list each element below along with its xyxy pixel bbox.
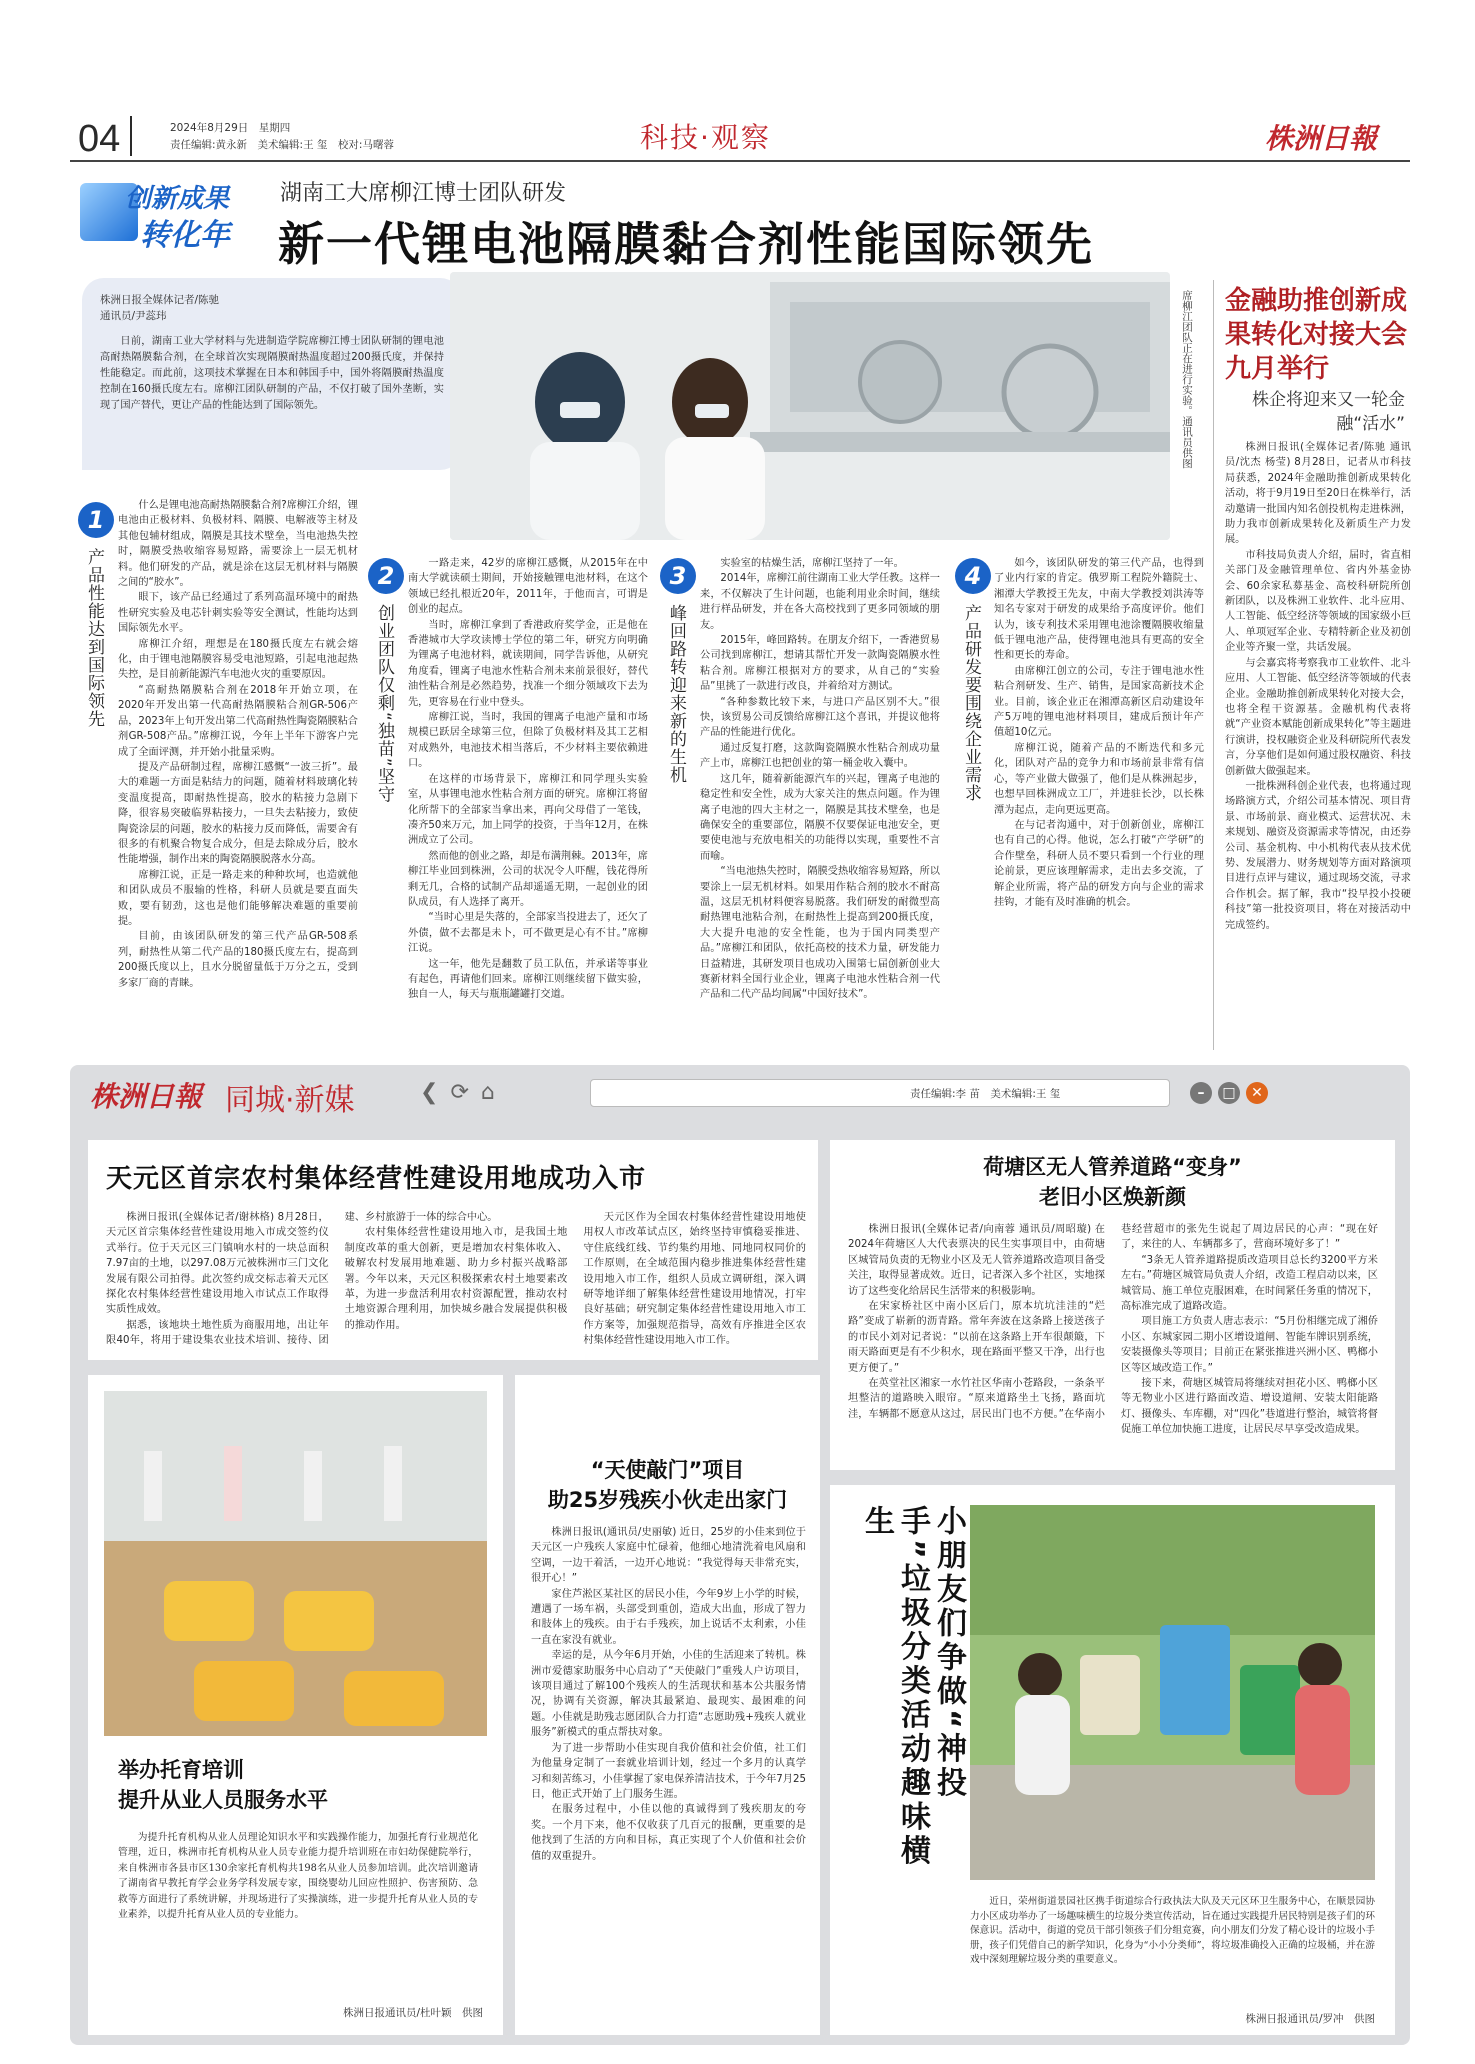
body-para: 在与记者沟通中，对于创新创业，席柳江也有自己的心得。他说，怎么打破“产学研”的合作壁垒，科研人员不要只看到一个行业的理论前景，更应该理解需求，走出去多交流，了解企业所需，将产品的研发方向与企业的需求挂钩，才能有及时准确的机会。: [994, 819, 1204, 908]
story-body: 近日，荣州街道景园社区携手街道综合行政执法大队及天元区环卫生服务中心，在顺景园协力小区成功举办了一场趣味横生的垃圾分类宣传活动，旨在通过实践提升居民特别是孩子们的环保意识。活动中，街道的党员干部引领孩子们分组竞赛，向小朋友们分发了精心设计的垃圾小手册，孩子们凭借自己的新学知识，化身为“小小分类师”，将垃圾准确投入正确的垃圾桶，并在游戏中深刻理解垃圾分类的重要意义。: [970, 1896, 1375, 1966]
story-title-line: 提升从业人员服务水平: [118, 1788, 328, 1812]
training-photo: [104, 1391, 487, 1736]
body-para: 农村集体经营性建设用地入市，是我国土地制度改革的重大创新，更是增加农村集体收入、破解农村发展用地难题、助力乡村振兴战略部署。今年以来，天元区积极探索农村土地要素改革，为进一步盘活利用农村资源配置，推动农村土地资源合理利用，加快城乡融合发展提供积极的推动作用。: [344, 1227, 568, 1331]
body-para: 目前，由该团队研发的第三代产品GR-508系列，耐热性从第二代产品的180摄氏度左右，提高到200摄氏度以上，且水分脱留量低于万分之五，受到多家厂商的青睐。: [118, 931, 358, 989]
body-para: 席柳江介绍，理想是在180摄氏度左右就会熔化，由于锂电池隔膜容易受电池短路，引起电池起热失控，是目前新能源汽车电池火灾的重要原因。: [118, 638, 358, 681]
right-col-subtitle: 株企将迎来又一轮金融“活水”: [1252, 390, 1405, 434]
story-card: [88, 1375, 503, 2035]
story-title: [515, 1455, 820, 1515]
body-para: 在宋家桥社区中南小区后门，原本坑坑洼洼的“烂路”变成了崭新的沥青路。常年奔波在这条路上接送孩子的市民小刘对记者说：“以前在这条路上开车很颠簸，下雨天路面更是有不少积水，现在路面平整又干净，出行也更方便了。”: [848, 1301, 1105, 1374]
body-para: 在这样的市场背景下，席柳江和同学理头实验室，从事锂电池水性粘合剂方面的研究。席柳江将留化所帮下的全部家当拿出来，再向父母借了一笔钱，凑齐50来万元，加上同学的投资，于当年12月，在株洲成立了公司。: [408, 773, 648, 847]
body-para: 株洲日报讯(全媒体记者/谢林格) 8月28日，天元区首宗集体经营性建设用地入市成交签约仪式举行。位于天元区三门镇响水村的一块总面积7.97亩的土地，以297.08万元被株洲市三门文化发展有限公司拍得。此次签约成交标志着天元区探化农村集体经营性建设用地入市试点工作取得实质性成效。: [106, 1212, 329, 1316]
story-title-line: 助25岁残疾小伙走出家门: [547, 1488, 788, 1512]
story-card: [830, 1140, 1395, 1470]
section-number: 2: [368, 558, 404, 594]
photo-credit: 株洲日报通讯员/罗冲 供图: [1245, 2013, 1375, 2025]
body-para: 在服务过程中，小佳以他的真诚得到了残疾朋友的夸奖。一个月下来，他不仅收获了几百元的报酬，更重要的是他找到了生活的方向和目标，真正实现了个人价值和社会价值的双重提升。: [531, 1804, 806, 1862]
section-number: 1: [78, 502, 114, 538]
body-para: 接下来，荷塘区城管局将继续对担花小区、鸭榔小区等无物业小区进行路面改造、增设道闸、安装太阳能路灯、摄像头、车库棚，对“四化”巷道进行整治，城管将督促施工单位加快施工进度，让居民尽早享受改造成果。: [1121, 1378, 1378, 1436]
section-heading: 创业团队仅剩“独苗”坚守: [374, 604, 394, 804]
body-para: “当电池热失控时，隔膜受热收缩容易短路，所以要涂上一层无机材料。如果用作粘合剂的胶水不耐高温，这层无机材料便容易脱落。我们研发的耐微型高耐热锂电池粘合剂，在耐热性上提高到200摄氏度，大大提升电池的安全性能，也为于国内同类型产品。”席柳江和团队，依托高校的技术力量，研发能力日益精进，其研发项目也成功入围第七届创新创业大赛新材料全国行业企业，锂离子电池水性粘合剂一代产品和二代产品均间属“中国好技术”。: [700, 866, 940, 1001]
badge-line-2: 转化年: [140, 218, 230, 253]
story-title: [830, 1152, 1395, 1212]
body-para: “高耐热隔膜粘合剂在2018年开始立项，在2020年开发出第一代高耐热隔膜粘合剂GR-506产品，2023年上旬开发出第二代高耐热性陶瓷隔膜粘合剂GR-508产品。”席柳江说，今年上半年下游客户完成了全面评测，并开始小批量采购。: [118, 684, 358, 758]
body-para: 眼下，该产品已经通过了系列高温环境中的耐热性研究实验及电芯针刺实验等安全测试，性能均达到国际领先水平。: [118, 592, 358, 635]
body-para: 当时，席柳江拿到了香港政府奖学金，正是他在香港城市大学攻读博士学位的第二年，研究方向明确为锂离子电池材料，就读期间，同学告诉他，从研究角度看，锂离子电池水性粘合剂未来前景很好，替代油性粘合剂是必然趋势，找准一个细分领域攻下去为先，更容易在行业中登头。: [408, 619, 648, 708]
column-rule: [1213, 280, 1214, 1050]
story-card: [515, 1375, 820, 2035]
byline: 株洲日报全媒体记者/陈驰 通讯员/尹蕊玮: [100, 294, 220, 322]
body-para: 席柳江说，随着产品的不断迭代和多元化，团队对产品的竞争力和市场前景非常有信心，等产业做大做强了，他们是从株洲起步，也想早回株洲成立工厂，并进驻长沙，以长株潭为起点，走向更远更高。: [994, 742, 1204, 816]
story-title-line: 荷塘区无人管养道路“变身”: [983, 1155, 1242, 1179]
story-card: [88, 1140, 818, 1360]
section-number: 3: [660, 558, 696, 594]
section-title: 科技·观察: [640, 121, 771, 154]
kids-photo-illustration: [970, 1505, 1375, 1880]
lead-box: [82, 278, 462, 470]
kids-photo: [970, 1505, 1375, 1880]
story-body: [531, 1525, 806, 2025]
body-para: 株洲日报讯(全媒体记者/向南蓉 通讯员/周昭璇) 在2024年荷塘区人大代表票决的民生实事项目中，由荷塘区城管局负责的无物业小区及无人管养道路改造项目备受关注，取得显著成效。近日，记者深入多个社区，实地探访了这些变化给居民生活带来的积极影响。: [848, 1224, 1105, 1297]
body-para: 幸运的是，从今年6月开始，小佳的生活迎来了转机。株洲市爱德家助服务中心启动了“天使敲门”重残人户访项目，该项目通过了解100个残疾人的生活现状和基本公共服务情况，协调有关资源，解决其最紧迫、最现实、最困难的问题。小佳就是助残志愿团队合力打造“志愿助残+残疾人就业服务”新模式的重点帮扶对象。: [531, 1650, 806, 1739]
minimize-icon[interactable]: –: [1190, 1082, 1212, 1104]
body-para: 据悉，该地块土地性质为商服用地，出让年限40年，将用于建设集农业技术培训、接待、团建、乡村旅游于一体的综合中心。: [106, 1212, 498, 1347]
story-title-line: “天使敲门”项目: [590, 1458, 745, 1482]
body-para: 通过反复打磨，这款陶瓷隔膜水性粘合剂成功量产上市，席柳江也把创业的第一桶金收入囊中。: [700, 742, 940, 770]
story-title-line: 举办托育培训: [118, 1758, 244, 1782]
section-number: 4: [955, 558, 991, 594]
section-1-body: [118, 498, 358, 1053]
story-body: 为提升托育机构从业人员理论知识水平和实践操作能力，加强托育行业规范化管理，近日，株洲市托育机构从业人员专业能力提升培训班在市妇幼保健院举行，来自株洲市各县市区130余家托育机构共198名从业人员参加培训。此次培训邀请了湖南省早教托育学会业务学科发展专家，围绕婴幼儿回应性照护、伤害预防、急救等方面进行了系统讲解，并现场进行了实操演练，进一步提升托育从业人员的专业素养，以提升托育从业人员的专业能力。: [118, 1832, 478, 1921]
body-para: 株洲日报讯(通讯员/史丽敏) 近日，25岁的小佳来到位于天元区一户残疾人家庭中忙碌着，他细心地清洗着电风扇和空调，一边干着活，一边开心地说：“我觉得每天非常充实，很开心！”: [531, 1527, 806, 1585]
body-para: 2015年，峰回路转。在朋友介绍下，一香港贸易公司找到席柳江，想请其帮忙开发一款陶瓷隔膜水性粘合剂。席柳江根据对方的要求，从自己的“实验品”里挑了一款进行改良，并着给对方测试。: [700, 635, 940, 693]
newspaper-logo: 株洲日報: [1265, 122, 1378, 155]
lower-section-title: 同城·新媒: [225, 1083, 355, 1118]
issue-date: 2024年8月29日 星期四: [170, 122, 291, 134]
story-title: [118, 1755, 328, 1815]
right-col-para: 市科技局负责人介绍，届时，省直相关部门及金融管理单位、省内外基金协会、60余家私募基金、高校科研院所创新团队，以及株洲工业软件、北斗应用、人工智能、低空经济等领域的国家级小巨人、单项冠军企业、专精特新企业及初创企业等齐聚一堂，共话发展。: [1225, 549, 1411, 654]
header-divider: [130, 116, 132, 156]
body-para: 由席柳江创立的公司，专注于锂电池水性粘合剂研发、生产、销售，是国家高新技术企业。目前，该企业正在湘潭高新区启动建设年产5万吨的锂电池材料项目，建成后预计年产值超10亿元。: [994, 665, 1204, 739]
right-col-para: 株洲日报讯(全媒体记者/陈驰 通讯员/沈杰 杨莹) 8月28日，记者从市科技局获悉，2024年金融助推创新成果转化活动，将于9月19日至20日在株举行，活动邀请一批国内知名创投机构走进株洲，助力我市创新成果转化及新质生产力发展。: [1225, 442, 1411, 546]
lab-photo-illustration: [450, 272, 1170, 540]
body-para: 什么是锂电池高耐热隔膜黏合剂?席柳江介绍，锂电池由正极材料、负极材料、隔膜、电解液等主材及其他包辅材组成，隔膜是其技术壁垒，当电池热失控时，隔膜受热收缩容易短路，需要涂上一层无机材料。他们研发的产品，就是涂在这层无机材料与隔膜之间的“胶水”。: [118, 500, 358, 589]
maximize-icon[interactable]: □: [1218, 1082, 1240, 1104]
editors-line: 责任编辑:黄永新 美术编辑:王 玺 校对:马曙蓉: [170, 139, 394, 151]
lower-newspaper-logo: 株洲日報: [90, 1080, 203, 1113]
body-para: 这几年，随着新能源汽车的兴起，锂离子电池的稳定性和安全性，成为大家关注的焦点问题。作为锂离子电池的四大主材之一，隔膜是其技术壁垒，也是确保安全的重要部位，隔膜不仅要保证电池安全，更要使电池与充放电相关的功能得以实现，重要性不言而喻。: [700, 773, 940, 862]
section-heading: 产品研发要围绕企业需求: [961, 604, 981, 802]
header-rule: [70, 160, 1410, 162]
body-para: “各种参数比较下来，与进口产品区别不大。”很快，该贸易公司反馈给席柳江这个喜讯，并提议他将产品的性能进行优化。: [700, 696, 940, 739]
right-col-para: 一批株洲科创企业代表，也将通过现场路演方式，介绍公司基本情况、项目背景、市场前景、商业模式、运营状况、未来规划、融资及资源需求等情况，由还券公司、基金机构、中小机构代表从技术优势、发展潜力、财务规划等方面对路演项目进行点评与建议，通过现场交流，寻求合作机会。据了解，我市“投早投小投硬科技”第一批投资项目，将在对接活动中完成签约。: [1225, 780, 1411, 931]
body-para: 提及产品研制过程，席柳江感慨“一波三折”。最大的难题一方面是粘结力的问题，随着材料玻璃化转变温度提高，即耐热性提高，胶水的粘接力急剧下降，很容易突破临界粘接力，一旦失去粘接力，致使陶瓷涂层的问题，胶水的粘接力反而降低，需要舍有很多的有机聚合物复合成分，但是去除成分后，胶水性能增强，制作出来的陶瓷隔膜脱落水分高。: [118, 761, 358, 866]
body-para: 这一年，他先是翻数了员工队伍，并承诺等事业有起色，再请他们回来。席柳江则继续留下做实验，独自一人，每天与瓶瓶罐罐打交道。: [408, 958, 648, 1001]
section-2-body: [408, 556, 648, 1053]
story-title-line: 老旧小区焕新颜: [1039, 1185, 1186, 1209]
browser-nav: [420, 1080, 507, 1105]
body-para: 天元区作为全国农村集体经营性建设用地使用权人市改革试点区，始终坚持审慎稳妥推进、守住底线红线、节约集约用地、同地同权同价的工作原则，在全域范围内稳步推进集体经营性建设用地入市工作，组织人员成立调研组，深入调研等地详细了解集体经营性建设用地情况，打牢良好基础；研究制定集体经营性建设用地入市工作方案等，加强规范指导，高效有序推进全区农村集体经营性建设用地入市工作。: [583, 1212, 806, 1347]
back-icon[interactable]: ❮: [420, 1080, 451, 1105]
headline: 新一代锂电池隔膜黏合剂性能国际领先: [278, 217, 1094, 271]
address-bar[interactable]: [590, 1079, 1170, 1107]
story-body: [106, 1210, 806, 1355]
body-para: 席柳江说，当时，我国的锂离子电池产量和市场规模已跃居全球第三位，但除了负极材料及其工艺相对成熟外，电池技术相当落后，不少材料主要依赖进口。: [408, 712, 648, 770]
lab-photo: [450, 272, 1170, 540]
body-para: 在英堂社区湘家一水竹社区华南小苍路段，一条条平坦整洁的道路映入眼帘。“原来道路坐土飞扬，路面坑洼，车辆都不愿意从这过，居民出门也不方便。”在华南小巷经营超市的张先生说起了周边居民的心声：“现在好了，来往的人、车辆都多了，营商环境好多了！”: [848, 1224, 1378, 1420]
body-para: 一路走来，42岁的席柳江感慨，从2015年在中南大学就读硕士期间，开始接触锂电池材料，在这个领域已经扎根近20年，2011年，于他而言，可谓是创业的起点。: [408, 558, 648, 616]
photo-credit: 株洲日报通讯员/杜叶颖 供图: [342, 2007, 483, 2019]
page-number: 04: [78, 118, 121, 160]
body-para: 为了进一步帮助小佳实现自我价值和社会价值，社工们为他量身定制了一套就业培训计划，经过一个多月的认真学习和刻苦练习，小佳掌握了家电保养清洁技术，于今年7月25日，他正式开始了上门服务生涯。: [531, 1742, 806, 1800]
section-heading: 产品性能达到国际领先: [84, 548, 104, 728]
close-icon[interactable]: ✕: [1246, 1082, 1268, 1104]
body-para: 然而他的创业之路，却是布满荆棘。2013年，席柳江毕业回到株洲，公司的状况令人吓醒，钱花得所剩无几，合格的试制产品却遥遥无期，一起创业的团队成员，有人选择了离开。: [408, 850, 648, 908]
section-3-body: [700, 556, 940, 1053]
home-icon[interactable]: ⌂: [480, 1080, 507, 1105]
body-para: 项目施工方负责人唐志表示：“5月份相继完成了湘侨小区、东城家园二期小区增设道闸、智能车牌识别系统，安装摄像头等项目；目前正在紧张推进兴洲小区、鸭榔小区等区域改造工作。”: [1121, 1316, 1378, 1374]
refresh-icon[interactable]: ⟳: [450, 1080, 481, 1105]
body-para: “3条无人管养道路提质改造项目总长约3200平方米左右。”荷塘区城管局负责人介绍，改造工程启动以来，区城管局、施工单位克服困难，在时间紧任务重的情况下，高标准完成了道路改造。: [1121, 1254, 1378, 1313]
right-col-para: 与会嘉宾将考察我市工业软件、北斗应用、人工智能、低空经济等领域的代表企业。金融助推创新成果转化对接大会，也将全程干资源基。金融机构代表将就“产业资本赋能创新成果转化”等主题进行演讲，投权融资企业及科研院所代表发言，分享他们是如何通过股权融资、科技创新做大做强起来。: [1225, 657, 1411, 777]
innovation-badge: [80, 178, 270, 253]
section-heading: 峰回路转迎来新的生机: [666, 604, 686, 784]
body-para: 如今，该团队研发的第三代产品，也得到了业内行家的肯定。俄罗斯工程院外籍院士、湘潭大学教授王先友，中南大学教授刘洪涛等知名专家对于研发的成果给予高度评价。他们认为，该专利技术采用锂电池涂覆隔膜收缩量低于锂电池产品，使得锂电池具有更高的安全性和更长的寿命。: [994, 558, 1204, 662]
body-para: “当时心里是失落的，全部家当投进去了，还欠了外债，做不去都是未卜，可不做更是心有不甘。”席柳江说。: [408, 912, 648, 955]
lead-text: 日前，湖南工业大学材料与先进制造学院席柳江博士团队研制的锂电池高耐热隔膜黏合剂，在全球首次实现隔膜耐热温度超过200摄氏度，并保持性能稳定。而此前，这项技术掌握在日本和韩国手中，国外将隔膜耐热温度控制在160摄氏度左右。席柳江团队研制的产品，不仅打破了国外垄断，实现了国产替代，更让产品的性能达到了国际领先。: [100, 336, 444, 411]
body-para: 实验室的枯燥生活，席柳江坚持了一年。: [720, 558, 904, 569]
photo-caption: 席柳江团队正在进行实验。通讯员供图: [1181, 290, 1193, 469]
section-4-body: [994, 556, 1204, 1053]
badge-line-1: 创新成果: [125, 184, 230, 214]
header-meta: [170, 120, 394, 154]
body-para: 席柳江说，正是一路走来的种种坎坷，也造就他和团队成员不服输的性格，科研人员就是要直面失败，要有韧劲，这也是他们能够解决难题的重要前提。: [118, 869, 358, 927]
lower-editors: 责任编辑:李 苗 美术编辑:王 玺: [910, 1088, 1061, 1100]
kicker: 湖南工大席柳江博士团队研发: [280, 181, 567, 206]
training-photo-illustration: [104, 1391, 487, 1736]
right-col-title: 金融助推创新成果转化对接大会九月举行: [1225, 286, 1408, 384]
story-title: 小朋友们争做“神投手”垃圾分类活动趣味横生: [859, 1505, 966, 1869]
story-card: [830, 1485, 1395, 2035]
story-title: 天元区首宗农村集体经营性建设用地成功入市: [106, 1164, 647, 1194]
body-para: 家住芦淞区某社区的居民小佳，今年9岁上小学的时候，遭遇了一场车祸，头部受到重创，造成大出血，形成了智力和肢体上的残疾。由于右手残疾，加上说话不太利索，小佳一直在家没有就业。: [531, 1588, 806, 1646]
body-para: 2014年，席柳江前往湖南工业大学任教。这样一来，不仅解决了生计问题，也能利用业余时间，继续进行样品研发，并在各大高校找到了更多同领域的朋友。: [700, 573, 940, 631]
right-col-body: [1225, 440, 1411, 933]
story-body: [848, 1222, 1378, 1462]
